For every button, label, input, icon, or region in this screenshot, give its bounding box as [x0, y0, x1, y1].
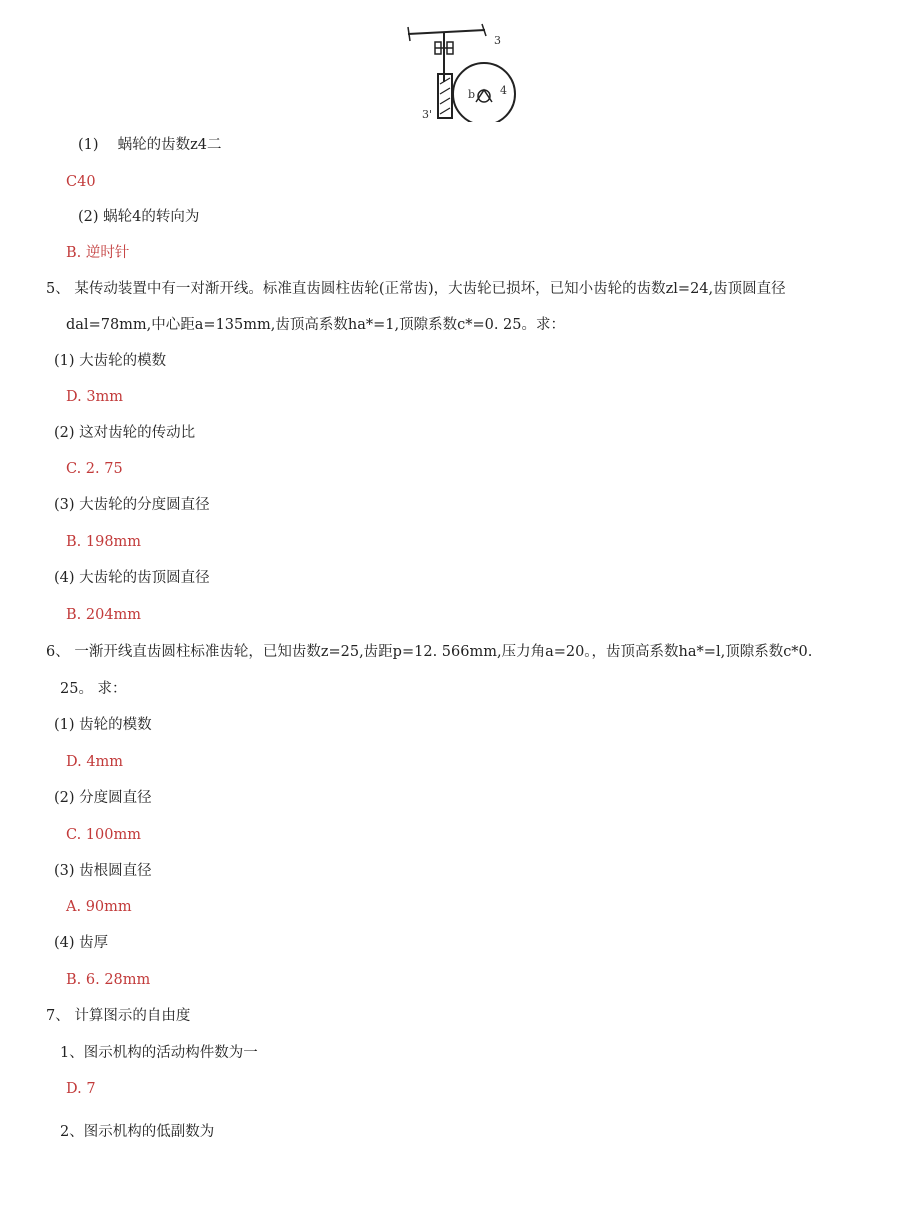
question-7-stem: 7、 计算图示的自由度	[46, 1008, 191, 1024]
question-6-stem-cont: 25。 求：	[60, 681, 127, 697]
question-5-part-1: (1) 大齿轮的模数	[54, 353, 167, 369]
question-4-part-2: (2) 蜗轮4的转向为	[78, 209, 200, 225]
question-4-part-1: (1) 蜗轮的齿数z4二	[78, 137, 222, 153]
question-5-stem: 5、 某传动装置中有一对渐开线。标准直齿圆柱齿轮(正常齿)，大齿轮已损坏，已知小齿轮的齿数zl=24,齿顶圆直径	[46, 281, 786, 297]
answer-7-1: D. 7	[66, 1081, 96, 1097]
question-5-stem-cont: dal=78mm,中心距a=135mm,齿顶高系数ha*=1,顶隙系数c*=0. 25。求：	[66, 317, 565, 333]
question-6-stem: 6、 一渐开线直齿圆柱标准齿轮，已知齿数z=25,齿距p=12. 566mm,压力角a=20。，齿顶高系数ha*=l,顶隙系数c*0.	[46, 644, 813, 660]
worm-thread-3	[440, 98, 450, 104]
question-6-part-4: (4) 齿厚	[54, 935, 109, 951]
question-5-part-4: (4) 大齿轮的齿顶圆直径	[54, 570, 210, 586]
worm-thread-2	[440, 88, 450, 94]
answer-4-2: B. 逆时针	[66, 245, 130, 261]
question-6-part-1: (1) 齿轮的模数	[54, 717, 152, 733]
answer-6-2: C. 100mm	[66, 827, 141, 843]
question-7-part-1: 1、图示机构的活动构件数为一	[60, 1045, 258, 1061]
answer-4-1: C40	[66, 174, 96, 190]
question-5-part-3: (3) 大齿轮的分度圆直径	[54, 497, 210, 513]
label-3-prime: 3'	[422, 108, 433, 121]
question-7-part-2: 2、图示机构的低副数为	[60, 1124, 215, 1140]
label-3: 3	[494, 34, 501, 47]
answer-5-2: C. 2. 75	[66, 461, 123, 477]
worm-gear-diagram	[400, 22, 525, 122]
worm-thread-4	[440, 108, 450, 114]
answer-6-4: B. 6. 28mm	[66, 972, 151, 988]
label-b: b	[468, 88, 476, 101]
question-6-part-3: (3) 齿根圆直径	[54, 863, 152, 879]
answer-5-1: D. 3mm	[66, 389, 124, 405]
answer-5-3: B. 198mm	[66, 534, 142, 550]
worm-gear-figure	[400, 22, 525, 122]
top-shaft	[408, 30, 485, 34]
question-6-part-2: (2) 分度圆直径	[54, 790, 152, 806]
shaft-end-mark-left	[408, 27, 410, 41]
question-5-part-2: (2) 这对齿轮的传动比	[54, 425, 196, 441]
answer-6-3: A. 90mm	[66, 899, 132, 915]
answer-5-4: B. 204mm	[66, 607, 142, 623]
answer-6-1: D. 4mm	[66, 754, 124, 770]
label-4: 4	[500, 84, 507, 97]
